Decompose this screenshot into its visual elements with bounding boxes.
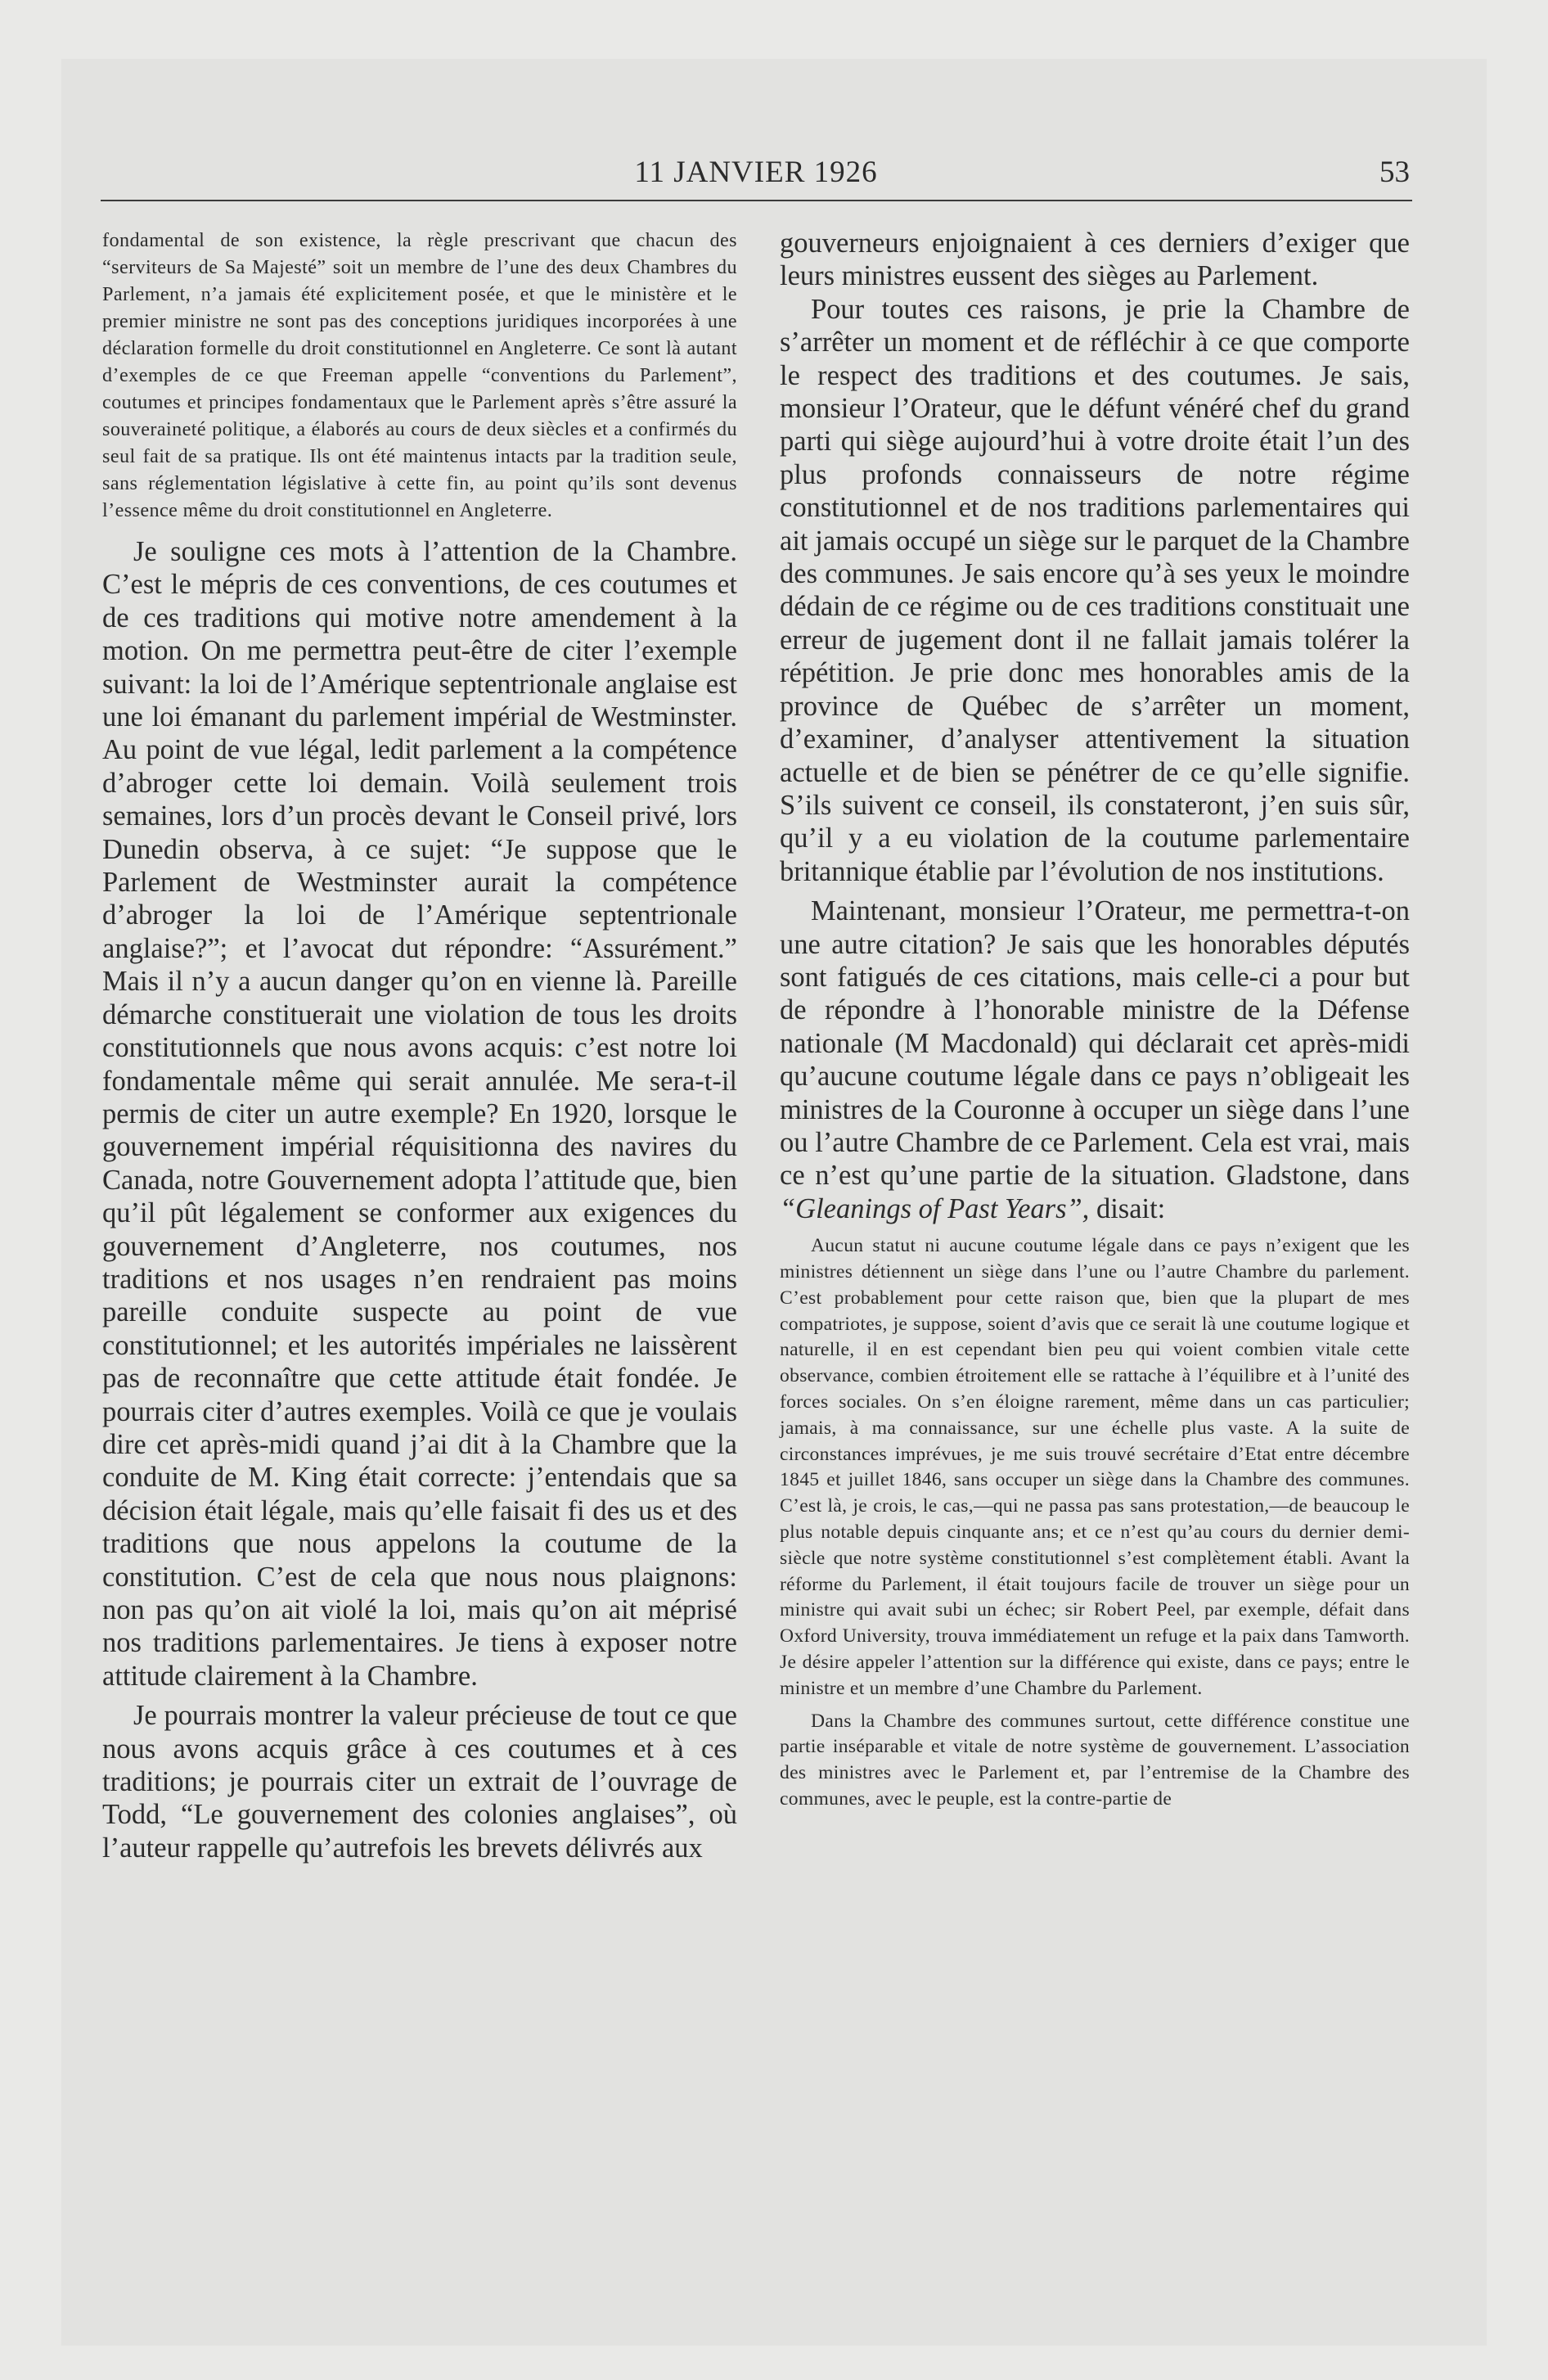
right-column <box>780 227 1410 1813</box>
journal-page <box>61 59 1487 2346</box>
page-number: 53 <box>1379 156 1410 189</box>
right-paragraph-3-text: Maintenant, monsieur l’Orateur, me permettra-t-on une autre citation? Je sais que les honorables députés sont fatigués de ces citations, mais celle-ci a pour but de répondre à l’honorable ministre de la Défense nationale (M Macdonald) qui déclarait cet après-midi qu’aucune coutume légale dans ce pays n’obligeait les ministres de la Couronne à occuper un siège dans l’une ou l’autre Chambre de ce Parlement. Cela est vrai, mais ce n’est qu’une partie de la situation. Gladstone, dans <box>780 895 1410 1192</box>
book-title: “Gleanings of Past Years”, <box>780 1192 1090 1224</box>
right-paragraph-3 <box>780 895 1410 1225</box>
header-date: 11 JANVIER 1926 <box>634 156 878 189</box>
left-paragraph-1: Je souligne ces mots à l’attention de la Chambre. C’est le mépris de ces conventions, de ces coutumes et de ces traditions qui motive notre amendement à la motion. On me permettra peut-être de citer l’exemple suivant: la loi de l’Amérique septentrionale anglaise est une loi émanant du parlement impérial de Westminster. Au point de vue légal, ledit parlement a la compétence d’abroger cette loi demain. Voilà seulement trois semaines, lors d’un procès devant le Conseil privé, lors Dunedin observa, à ce sujet: “Je suppose que le Parlement de Westminster aurait la compétence d’abroger la loi de l’Amérique septentrionale anglaise?”; et l’avocat dut répondre: “Assurément.” Mais il n’y a aucun danger qu’on en vienne là. Pareille démarche constituerait une violation de tous les droits constitutionnels que nous avons acquis: c’est notre loi fondamentale même qui serait annulée. Me sera-t-il permis de citer un autre exemple? En 1920, lorsque le gouvernement impérial réquisitionna des navires du Canada, notre Gouvernement adopta l’attitude que, bien qu’il pût légalement se conformer aux exigences du gouvernement d’Angleterre, nos coutumes, nos traditions et nos usages n’en rendraient pas moins pareille conduite suspecte au point de vue constitutionnel; et les autorités impériales ne laissèrent pas de reconnaître que cette attitude était fondée. Je pourrais citer d’autres exemples. Voilà ce que je voulais dire cet après-midi quand j’ai dit à la Chambre que la conduite de M. King était correcte: j’entendais que sa décision était légale, mais qu’elle faisait fi des us et des traditions que nous appelons la coutume de la constitution. C’est de cela que nous nous plaignons: non pas qu’on ait violé la loi, mais qu’on ait méprisé nos traditions parlementaires. Je tiens à exposer notre attitude clairement à la Chambre. <box>102 536 737 1692</box>
left-block-quote: fondamental de son existence, la règle prescrivant que chacun des “serviteurs de Sa Majesté” soit un membre de l’une des deux Chambres du Parlement, n’a jamais été explicitement posée, et que le ministère et le premier ministre ne sont pas des conceptions juridiques incorporées à une déclaration formelle du droit constitutionnel en Angleterre. Ce sont là autant d’exemples de ce que Freeman appelle “conventions du Parlement”, coutumes et principes fondamentaux que le Parlement après s’être assuré la souveraineté politique, a élaborés au cours de deux siècles et a confirmés du seul fait de sa pratique. Ils ont été maintenus intacts par la tradition seule, sans réglementation législative à cette fin, au point qu’ils sont devenus l’essence même du droit constitutionnel en Angleterre. <box>102 229 737 521</box>
right-paragraph-3-end: disait: <box>1089 1192 1166 1224</box>
page-header <box>102 155 1410 187</box>
left-paragraph-2: Je pourrais montrer la valeur précieuse de tout ce que nous avons acquis grâce à ces coutumes et à ces traditions; je pourrais citer un extrait de l’ouvrage de Todd, “Le gouvernement des colonies anglaises”, où l’auteur rappelle qu’autrefois les brevets délivrés aux <box>102 1700 737 1864</box>
quote-paragraph-2: Dans la Chambre des communes surtout, cette différence constitue une partie inséparable et vitale de notre système de gouvernement. L’association des ministres avec le Parlement et, par l’entremise de la Chambre des communes, avec le peuple, est la contre-partie de <box>780 1710 1410 1810</box>
gladstone-quote <box>780 1233 1410 1813</box>
right-paragraph-2: Pour toutes ces raisons, je prie la Chambre de s’arrêter un moment et de réfléchir à ce que comporte le respect des traditions et des coutumes. Je sais, monsieur l’Orateur, que le défunt vénéré chef du grand parti qui siège aujourd’hui à votre droite était l’un des plus profonds connaisseurs de notre régime constitutionnel et de nos traditions parlementaires qui ait jamais occupé un siège sur le parquet de la Chambre des communes. Je sais encore qu’à ses yeux le moindre dédain de ce régime ou de ces traditions constituait une erreur de jugement dont il ne fallait jamais tolérer la répétition. Je prie donc mes honorables amis de la province de Québec de s’arrêter un moment, d’examiner, d’analyser attentivement la situation actuelle et de bien se pénétrer de ce qu’elle signifie. S’ils suivent ce conseil, ils constateront, j’en suis sûr, qu’il y a eu violation de la coutume parlementaire britannique établie par l’évolution de nos institutions. <box>780 293 1410 887</box>
left-column <box>102 227 737 1864</box>
right-paragraph-1: gouverneurs enjoignaient à ces derniers d’exiger que leurs ministres eussent des sièges au Parlement. <box>780 228 1410 292</box>
header-rule <box>101 200 1412 201</box>
quote-paragraph-1: Aucun statut ni aucune coutume légale dans ce pays n’exigent que les ministres détiennent un siège dans l’une ou l’autre Chambre du parlement. C’est probablement pour cette raison que, bien que la plupart de mes compatriotes, je suppose, soient d’avis que ce serait là une coutume logique et naturelle, il en est cependant bien peu qui voient combien vitale cette observance, combien étroitement elle se rattache à l’équilibre et à l’unité des forces sociales. On s’en éloigne rarement, même dans un cas particulier; jamais, à ma connaissance, sur une échelle plus vaste. A la suite de circonstances imprévues, je me suis trouvé secrétaire d’Etat entre décembre 1845 et juillet 1846, sans occuper un siège dans la Chambre des communes. C’est là, je crois, le cas,—qui ne passa pas sans protestation,—de beaucoup le plus notable depuis cinquante ans; et ce n’est qu’au cours du dernier demi-siècle que notre système constitutionnel s’est complètement établi. Avant la réforme du Parlement, il était toujours facile de trouver un siège pour un ministre qui avait subi un échec; sir Robert Peel, par exemple, défait dans Oxford University, trouva immédiatement un refuge et la paix dans Tamworth. Je désire appeler l’attention sur la différence qui existe, dans ce pays; entre le ministre et un membre d’une Chambre du Parlement. <box>780 1235 1410 1699</box>
